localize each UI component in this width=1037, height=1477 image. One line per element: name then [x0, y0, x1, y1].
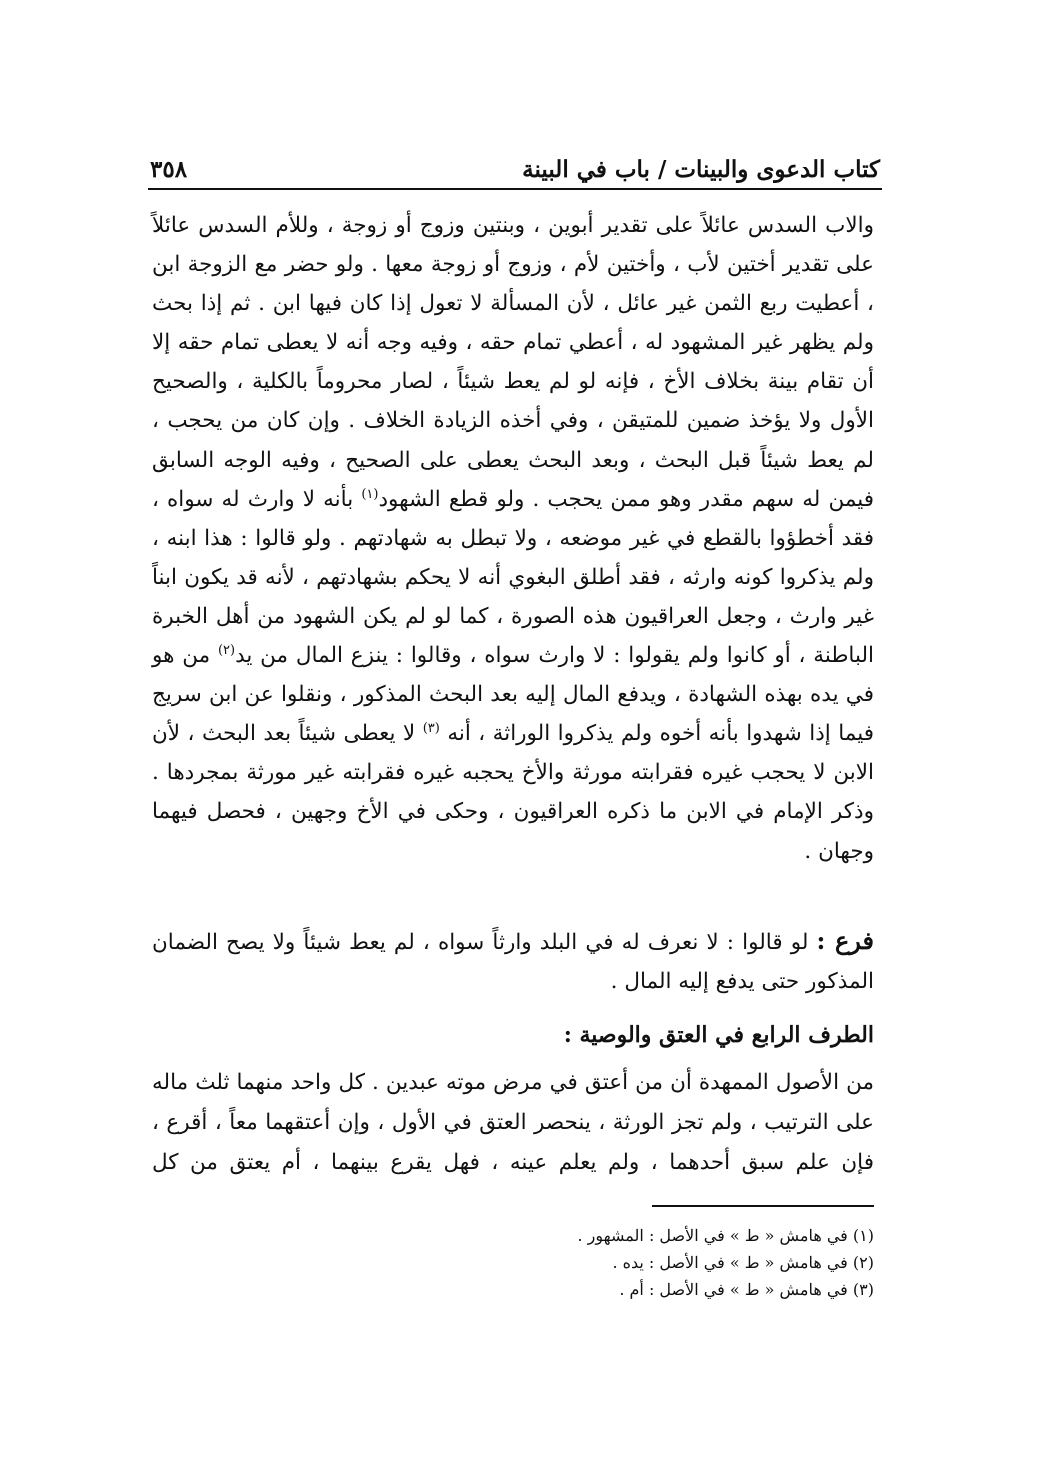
running-title: كتاب الدعوى والبينات / باب في البينة — [522, 156, 880, 183]
footnote-ref-1: (١) — [361, 486, 379, 502]
section-heading: الطرف الرابع في العتق والوصية : — [563, 1022, 874, 1048]
branch-paragraph — [152, 921, 874, 1001]
footnotes — [500, 1222, 874, 1303]
footnote-3: (٣) في هامش « ط » في الأصل : أم . — [619, 1280, 874, 1299]
footnote-2: (٢) في هامش « ط » في الأصل : يده . — [612, 1253, 874, 1272]
footnote-1: (١) في هامش « ط » في الأصل : المشهور . — [577, 1226, 874, 1245]
body-text-part-1: والاب السدس عائلاً على تقدير أبوين ، وبنتين وزوج أو زوجة ، وللأم السدس عائلاً على تقدير أختين لأب ، وأختين لأم ، وزوج أو زوجة معها . ولو حضر مع الزوجة ابن ، أعطيت ربع الثمن غير عائل ، لأن المسألة لا تعول إذا كان فيها ابن . ثم إذا بحث ولم يظهر غير المشهود له ، أعطي تمام حقه ، وفيه وجه أنه لا يعطى تمام حقه إلا أن تقام بينة بخلاف الأخ ، فإنه لو لم يعط شيئاً ، لصار محروماً بالكلية ، والصحيح الأول ولا يؤخذ ضمين للمتيقن ، وفي أخذه الزيادة الخلاف . وإن كان من يحجب ، لم يعط شيئاً قبل البحث ، وبعد البحث يعطى على الصحيح ، وفيه الوجه السابق فيمن له سهم مقدر وهو ممن يحجب . ولو قطع الشهود — [152, 213, 875, 512]
running-head — [150, 143, 880, 183]
section-paragraph: من الأصول الممهدة أن من أعتق في مرض موته عبدين . كل واحد منهما ثلث ماله على الترتيب ، ولم تجز الورثة ، ينحصر العتق في الأول ، وإن أعتقهما معاً ، أقرع ، فإن علم سبق أحدهما ، ولم يعلم عينه ، فهل يقرع بينهما ، أم يعتق من كل — [152, 1070, 874, 1175]
branch-text: لو قالوا : لا نعرف له في البلد وارثاً سواه ، لم يعط شيئاً ولا يصح الضمان المذكور حتى يدفع إليه المال . — [152, 930, 874, 994]
page-number: ٣٥٨ — [150, 156, 188, 183]
branch-keyword: فرع : — [816, 926, 875, 955]
footnote-ref-2: (٢) — [217, 642, 236, 658]
main-paragraph — [152, 206, 874, 871]
header-rule — [148, 188, 882, 190]
footnote-ref-3: (٣) — [422, 721, 440, 737]
footnote-rule — [652, 1205, 874, 1207]
body-text-part-2: بأنه لا وارث له سواه ، فقد أخطؤوا بالقطع في غير موضعه ، ولا تبطل به شهادتهم . ولو قالوا : هذا ابنه ، ولم يذكروا كونه وارثه ، فقد أطلق البغوي أنه لا يحكم بشهادتهم ، لأنه قد يكون ابناً غير وارث ، وجعل العراقيون هذه الصورة ، كما لو لم يكن الشهود من أهل الخبرة الباطنة ، أو كانوا ولم يقولوا : لا وارث سواه ، وقالوا : ينزع المال من يد — [152, 486, 874, 669]
body-text-part-3: من هو في يده بهذه الشهادة ، ويدفع المال إليه بعد البحث المذكور ، ونقلوا عن ابن سريج فيما إذا شهدوا بأنه أخوه ولم يذكروا الوراثة ، أنه — [152, 643, 874, 747]
body-text-part-4: لا يعطى شيئاً بعد البحث ، لأن الابن لا يحجب غيره فقرابته مورثة والأخ يحجبه غيره فقرابته غير مورثة بمجردها . وذكر الإمام في الابن ما ذكره العراقيون ، وحكى في الأخ وجهين ، فحصل فيهما وجهان . — [152, 721, 874, 864]
